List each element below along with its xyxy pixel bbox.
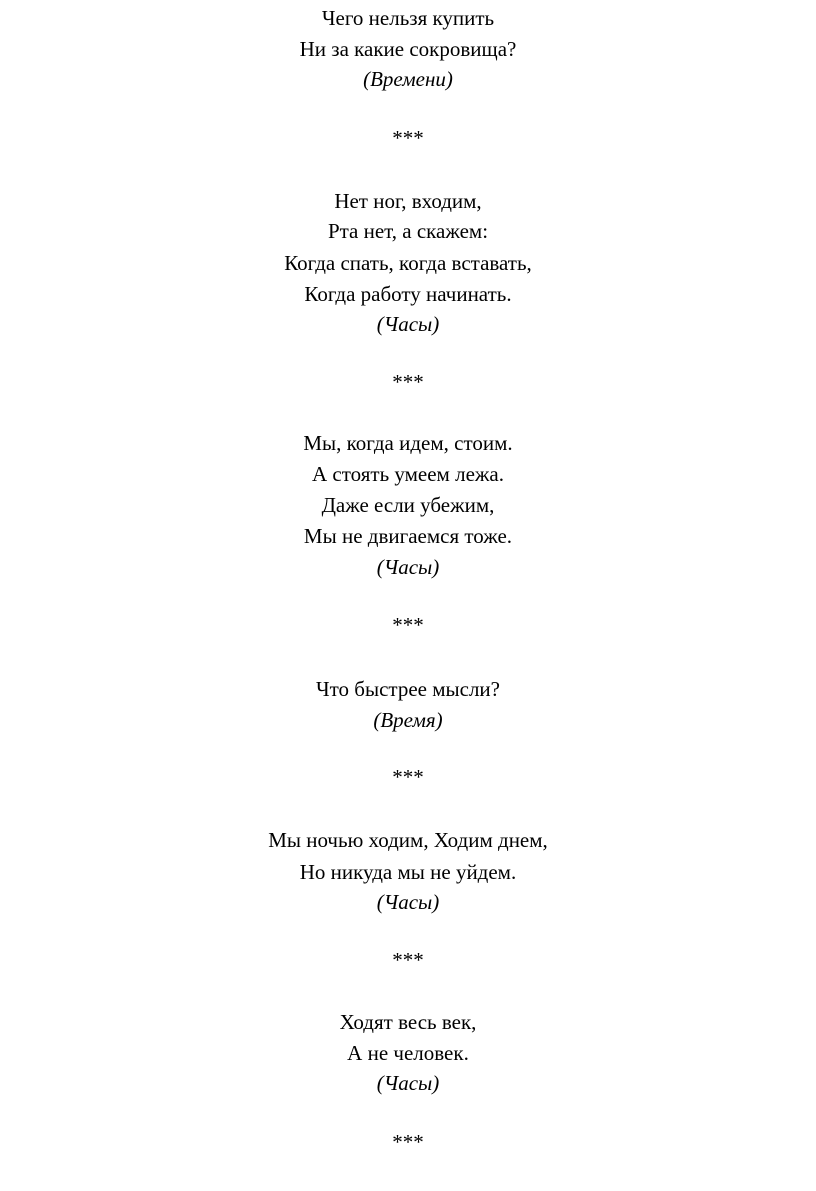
riddle-2-line-2: Рта нет, а скажем: (327, 219, 489, 243)
riddle-4-line-1: Что быстрее мысли? (316, 677, 500, 701)
riddle-4-answer: (Время) (373, 708, 443, 732)
riddle-2-line-1: Нет ног, входим, (334, 189, 482, 213)
separator-5: *** (392, 948, 424, 972)
riddle-3-line-3: Даже если убежим, (321, 493, 495, 517)
riddle-3-line-4: Мы не двигаемся тоже. (303, 524, 513, 548)
riddle-6-line-1: Ходят весь век, (339, 1010, 477, 1034)
separator-6: *** (392, 1130, 424, 1154)
riddle-1-line-1: Чего нельзя купить (321, 6, 495, 30)
separator-1: *** (392, 126, 424, 150)
riddle-2-answer: (Часы) (376, 312, 440, 336)
riddle-5-line-1: Мы ночью ходим, Ходим днем, (268, 828, 548, 852)
riddle-3-line-1: Мы, когда идем, стоим. (303, 431, 513, 455)
riddle-6-line-2: А не человек. (347, 1041, 469, 1065)
riddle-2-line-4: Когда работу начинать. (304, 282, 512, 306)
riddle-5-answer: (Часы) (376, 890, 440, 914)
riddle-2-line-3: Когда спать, когда вставать, (284, 251, 532, 275)
separator-2: *** (392, 370, 424, 394)
riddle-3-line-2: А стоять умеем лежа. (312, 462, 504, 486)
riddle-6-answer: (Часы) (376, 1071, 440, 1095)
riddle-3-answer: (Часы) (376, 555, 440, 579)
separator-4: *** (392, 765, 424, 789)
separator-3: *** (392, 613, 424, 637)
riddle-1-answer: (Времени) (363, 67, 453, 91)
riddle-1-line-2: Ни за какие сокровища? (299, 37, 517, 61)
riddle-5-line-2: Но никуда мы не уйдем. (299, 860, 517, 884)
